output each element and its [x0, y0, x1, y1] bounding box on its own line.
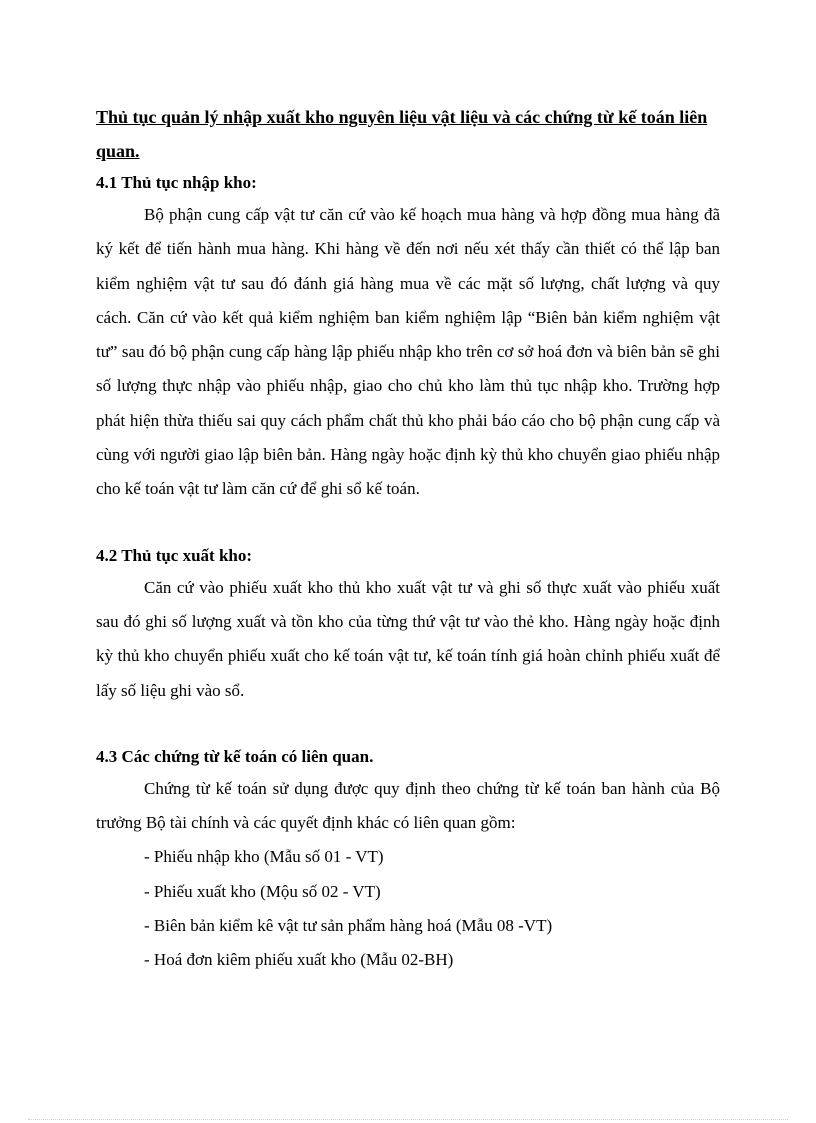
section-paragraph-nhap-kho: Bộ phận cung cấp vật tư căn cứ vào kế hoạch mua hàng và hợp đồng mua hàng đã ký kết để tiến hành mua hàng. Khi hàng về đến nơi nếu xét thấy cần thiết có thể lập ban kiểm nghiệm vật tư sau đó đánh giá hàng mua về các mặt số lượng, chất lượng và quy cách. Căn cứ vào kết quả kiểm nghiệm ban kiểm nghiệm lập “Biên bản kiểm nghiệm vật tư” sau đó bộ phận cung cấp hàng lập phiếu nhập kho trên cơ sở hoá đơn và biên bản sẽ ghi số lượng thực nhập vào phiếu nhập, giao cho chủ kho làm thủ tục nhập kho. Trường hợp phát hiện thừa thiếu sai quy cách phẩm chất thủ kho phải báo cáo cho bộ phận cung cấp và cùng với người giao lập biên bản. Hàng ngày hoặc định kỳ thủ kho chuyển giao phiếu nhập cho kế toán vật tư làm căn cứ để ghi sổ kế toán.	[96, 205, 720, 499]
page-footer-divider	[28, 1119, 788, 1120]
list-item: - Biên bản kiểm kê vật tư sản phẩm hàng hoá (Mẫu 08 -VT)	[144, 916, 553, 936]
section-heading-xuat-kho: 4.2 Thủ tục xuất kho:	[96, 545, 253, 565]
list-item: - Phiếu xuất kho (Mộu số 02 - VT)	[144, 881, 381, 901]
section-paragraph-chung-tu: Chứng từ kế toán sử dụng được quy định theo chứng từ kế toán ban hành của Bộ trưởng Bộ tài chính và các quyết định khác có liên quan gồm:	[96, 778, 720, 833]
section-paragraph-xuat-kho: Căn cứ vào phiếu xuất kho thủ kho xuất vật tư và ghi số thực xuất vào phiếu xuất sau đó ghi số lượng xuất và tồn kho của từng thứ vật tư vào thẻ kho. Hàng ngày hoặc định kỳ thủ kho chuyển phiếu xuất cho kế toán vật tư, kế toán tính giá hoàn chỉnh phiếu xuất để lấy số liệu ghi vào sổ.	[96, 577, 720, 700]
list-item: - Hoá đơn kiêm phiếu xuất kho (Mẫu 02-BH)	[144, 950, 454, 970]
spacer	[96, 708, 720, 742]
spacer	[96, 507, 720, 541]
section-heading-chung-tu: 4.3 Các chứng từ kế toán có liên quan.	[96, 746, 374, 766]
document-page	[96, 100, 720, 978]
document-list	[96, 840, 720, 977]
document-title: Thủ tục quản lý nhập xuất kho nguyên liệu vật liệu và các chứng từ kế toán liên quan.	[96, 107, 708, 161]
section-heading-nhap-kho: 4.1 Thủ tục nhập kho:	[96, 173, 257, 192]
list-item: - Phiếu nhập kho (Mẫu số 01 - VT)	[144, 847, 384, 867]
